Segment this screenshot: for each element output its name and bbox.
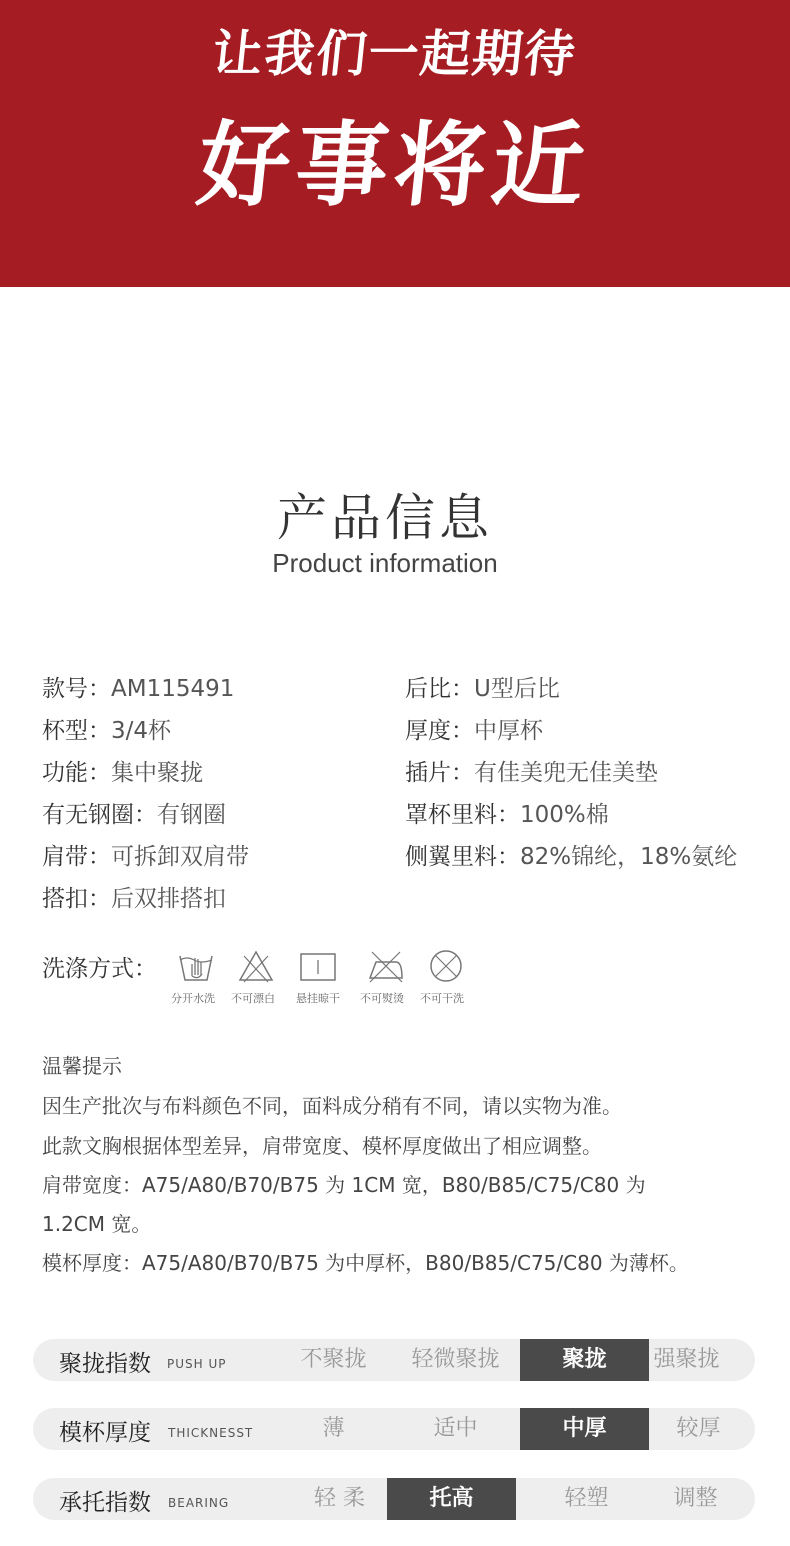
index-option: 较厚 [676,1416,721,1441]
index-option: 薄 [322,1416,345,1441]
index-option: 轻塑 [564,1486,609,1511]
tips-line: 因生产批次与布料颜色不同，面料成分稍有不同，请以实物为准。 [42,1094,622,1118]
spec-item: 肩带：可拆卸双肩带 [42,844,249,870]
hero-banner [0,0,790,287]
spec-item: 款号：AM115491 [42,676,235,702]
no-iron-icon [366,946,406,986]
spec-item: 罩杯里料：100%棉 [405,802,609,828]
index-en: BEARING [168,1496,230,1510]
no-bleach-icon [236,946,276,986]
index-name: 承托指数 [59,1490,151,1516]
index-option-selected: 托高 [387,1478,516,1520]
tips-line: 肩带宽度：A75/A80/B70/B75 为 1CM 宽，B80/B85/C75/C80 为 [42,1173,646,1197]
no-dry-clean-icon [426,946,466,986]
hand-wash-icon [176,946,216,986]
wash-label: 洗涤方式： [42,956,157,982]
spec-item: 功能：集中聚拢 [42,760,203,786]
spec-item: 后比：U型后比 [405,676,560,702]
spec-item: 杯型：3/4杯 [42,718,172,744]
index-bar-bearing [33,1478,755,1520]
wash-caption: 分开水洗 [171,992,215,1005]
spec-item: 侧翼里料：82%锦纶，18%氨纶 [405,844,738,870]
index-option-selected: 中厚 [520,1408,649,1450]
spec-item: 有无钢圈：有钢圈 [42,802,226,828]
index-bar-thickness [33,1408,755,1450]
banner-slogan: 让我们一起期待 [209,24,580,83]
tips-line: 1.2CM 宽。 [42,1212,152,1236]
wash-caption: 不可干洗 [420,992,464,1005]
index-option-selected: 聚拢 [520,1339,649,1381]
index-option: 轻 柔 [314,1486,365,1511]
section-title: 产品信息 [277,489,493,547]
hang-dry-icon [298,946,338,986]
index-option: 调整 [673,1486,718,1511]
spec-item: 搭扣：后双排搭扣 [42,886,226,912]
wash-caption: 不可熨烫 [360,992,404,1005]
index-option: 不聚拢 [300,1347,367,1372]
index-option: 轻微聚拢 [411,1347,500,1372]
spec-item: 插片：有佳美兜无佳美垫 [405,760,658,786]
wash-caption: 悬挂晾干 [296,992,340,1005]
index-name: 模杯厚度 [59,1420,151,1446]
banner-headline: 好事将近 [192,111,596,219]
spec-item: 厚度：中厚杯 [405,718,543,744]
index-en: THICKNESST [168,1426,254,1440]
section-subtitle: Product information [272,548,498,578]
tips-line: 此款文胸根据体型差异，肩带宽度、模杯厚度做出了相应调整。 [42,1134,602,1158]
index-bar-push-up [33,1339,755,1381]
index-option: 强聚拢 [653,1347,720,1372]
tips-title: 温馨提示 [42,1054,122,1078]
tips-line: 模杯厚度：A75/A80/B70/B75 为中厚杯，B80/B85/C75/C80 为薄杯。 [42,1251,689,1275]
wash-caption: 不可漂白 [231,992,275,1005]
index-en: PUSH UP [167,1357,227,1371]
index-name: 聚拢指数 [59,1351,151,1377]
index-option: 适中 [433,1416,478,1441]
